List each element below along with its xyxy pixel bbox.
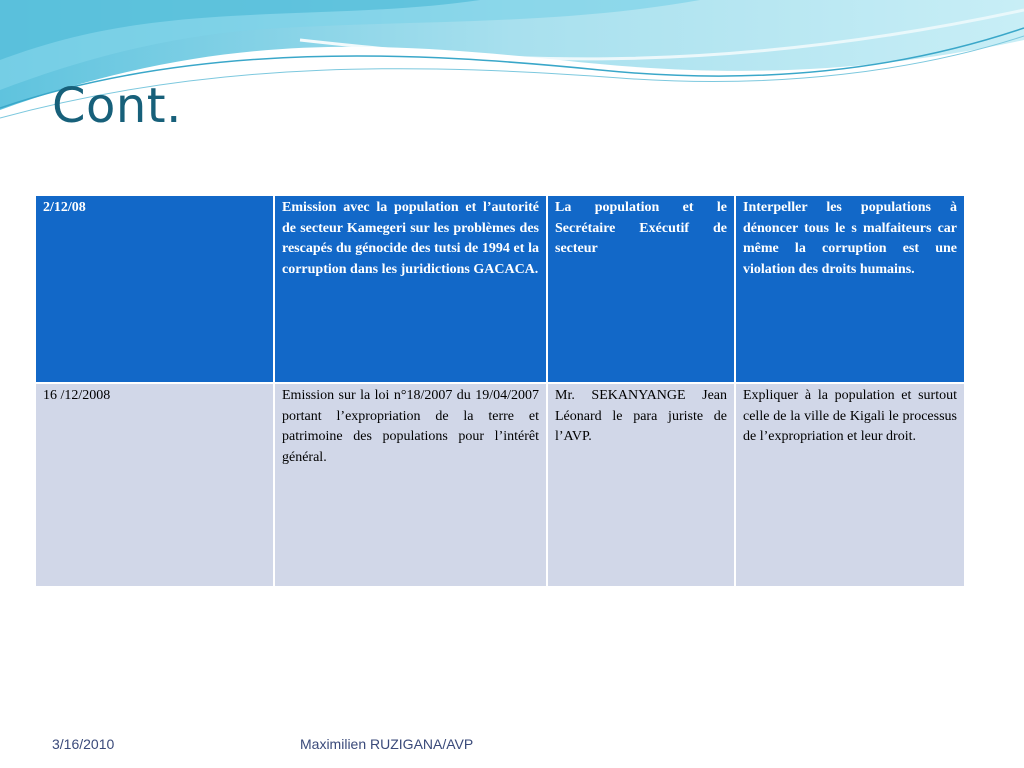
objective-cell: Expliquer à la population et surtout celle de la ville de Kigali le processus de l’expropriation et leur droit.	[735, 383, 965, 587]
subject-cell: Emission avec la population et l’autorité de secteur Kamegeri sur les problèmes des rescapés du génocide des tutsi de 1994 et la corruption dans les juridictions GACACA.	[274, 195, 547, 383]
date-cell: 2/12/08	[35, 195, 274, 383]
table-row	[35, 195, 965, 383]
slide-title: Cont.	[52, 78, 182, 134]
objective-cell: Interpeller les populations à dénoncer tous le s malfaiteurs car même la corruption est une violation des droits humains.	[735, 195, 965, 383]
table-row	[35, 383, 965, 587]
events-table	[34, 194, 966, 588]
participants-cell: La population et le Secrétaire Exécutif de secteur	[547, 195, 735, 383]
date-cell: 16 /12/2008	[35, 383, 274, 587]
participants-cell: Mr. SEKANYANGE Jean Léonard le para juriste de l’AVP.	[547, 383, 735, 587]
subject-cell: Emission sur la loi n°18/2007 du 19/04/2007 portant l’expropriation de la terre et patrimoine des populations pour l’intérêt général.	[274, 383, 547, 587]
footer-author: Maximilien RUZIGANA/AVP	[300, 736, 474, 752]
footer-date: 3/16/2010	[52, 736, 115, 752]
